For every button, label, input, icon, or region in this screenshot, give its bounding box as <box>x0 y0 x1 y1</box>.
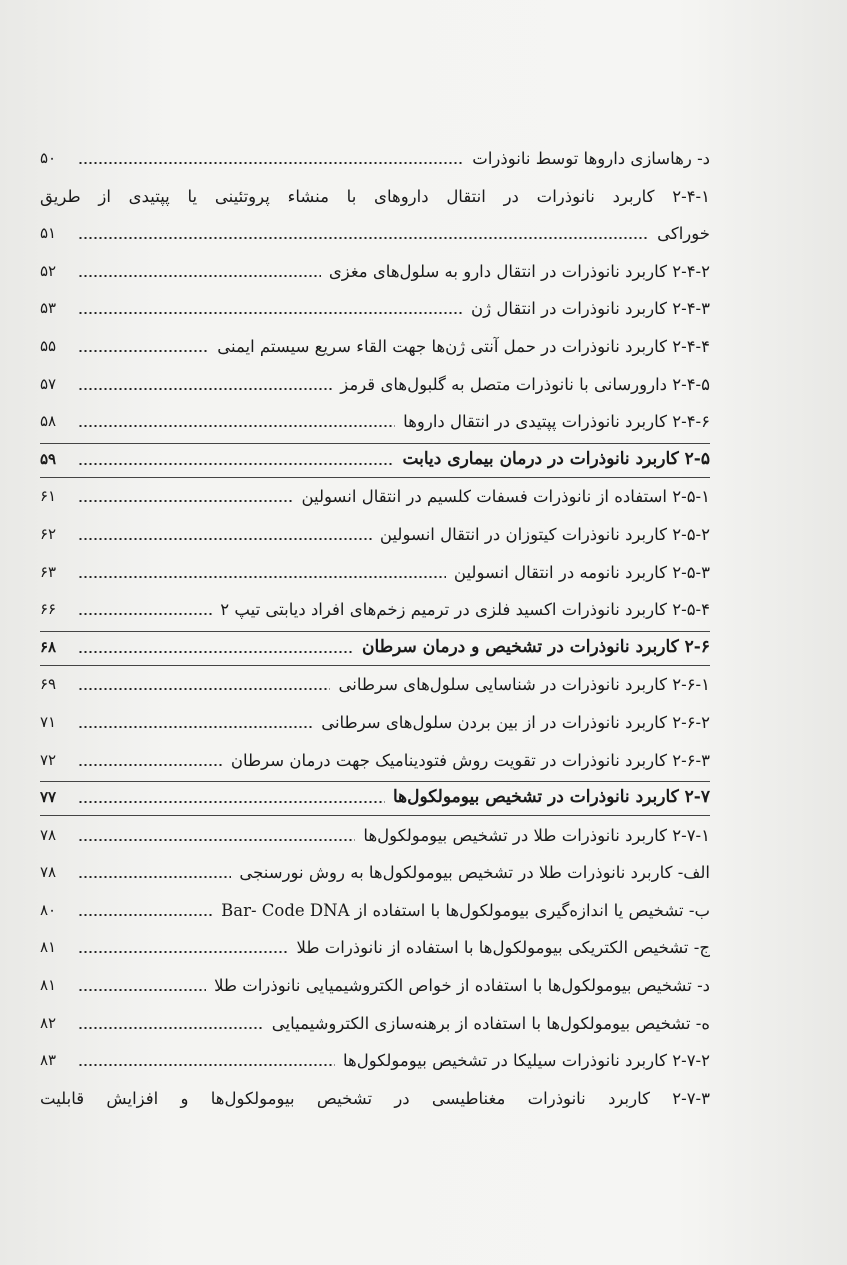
section-divider <box>40 781 710 782</box>
toc-entry <box>40 178 710 216</box>
dot-leader <box>78 1064 335 1066</box>
toc-page-number: ۷۱ <box>40 712 57 731</box>
dot-leader <box>78 275 321 277</box>
toc-section-heading <box>40 629 710 667</box>
toc-entry <box>40 666 710 704</box>
dot-leader <box>78 388 332 390</box>
toc-page-number: ۷۸ <box>40 863 57 882</box>
toc-entry-title: ۲-۴-۲ کاربرد نانوذرات در انتقال دارو به سلول‌های مغزی <box>328 261 710 281</box>
toc-page-number: ۶۹ <box>40 675 57 694</box>
toc-entry <box>40 1080 710 1118</box>
toc-page-number: ۶۳ <box>40 562 57 581</box>
toc-entry-title: ۲-۴-۱ کاربرد نانوذرات در انتقال داروهای با منشاء پروتئینی یا پپتیدی از طریق <box>40 186 710 206</box>
toc-page-number: ۸۳ <box>40 1051 57 1070</box>
toc-entry-title: ۲-۷-۱ کاربرد نانوذرات طلا در تشخیص بیومولکول‌ها <box>363 825 710 845</box>
toc-entry-title: د- تشخیص بیومولکول‌ها با استفاده از خواص الکتروشیمیایی نانوذرات طلا <box>214 976 710 996</box>
toc-entry-title: د- رهاسازی داروها توسط نانوذرات <box>472 149 710 168</box>
toc-entry <box>40 140 710 178</box>
toc-page-number: ۷۸ <box>40 825 57 844</box>
dot-leader <box>78 237 649 239</box>
dot-leader <box>78 726 313 728</box>
dot-leader <box>78 839 355 841</box>
toc-section-heading <box>40 779 710 817</box>
table-of-contents <box>40 140 710 1117</box>
toc-entry-title: ۲-۴-۶ کاربرد نانوذرات پپتیدی در انتقال داروها <box>403 412 710 432</box>
toc-entry-title: ۲-۵-۲ کاربرد نانوذرات کیتوزان در انتقال انسولین <box>379 524 710 544</box>
toc-page-number: ۸۰ <box>40 900 57 919</box>
toc-entry-title: ب- تشخیص یا اندازه‌گیری بیومولکول‌ها با استفاده از Bar- Code DNA <box>221 900 710 920</box>
toc-entry <box>40 817 710 855</box>
toc-entry-title: ۲-۴-۳ کاربرد نانوذرات در انتقال ژن <box>471 299 710 319</box>
section-divider <box>40 631 710 632</box>
toc-entry-title: ۲-۵-۴ کاربرد نانوذرات اکسید فلزی در ترمیم زخم‌های افراد دیابتی تیپ ۲ <box>220 600 710 620</box>
toc-page-number: ۶۸ <box>40 637 57 656</box>
toc-entry <box>40 704 710 742</box>
dot-leader <box>78 688 330 690</box>
toc-page-number: ۵۰ <box>40 149 57 167</box>
toc-entry-title: الف- کاربرد نانوذرات طلا در تشخیص بیومولکول‌ها به روش نورسنجی <box>239 863 710 883</box>
toc-entry <box>40 215 710 253</box>
section-divider <box>40 815 710 816</box>
toc-entry <box>40 554 710 592</box>
toc-entry-title: ۲-۷ کاربرد نانوذرات در تشخیص بیومولکول‌ها <box>392 787 710 808</box>
toc-entry <box>40 403 710 441</box>
toc-page-number: ۸۱ <box>40 938 57 957</box>
toc-entry-title: ه- تشخیص بیومولکول‌ها با استفاده از برهنه‌سازی الکتروشیمیایی <box>271 1013 710 1033</box>
dot-leader <box>78 801 385 803</box>
toc-entry <box>40 929 710 967</box>
toc-entry <box>40 1042 710 1080</box>
toc-entry-title: ۲-۴-۵ دارورسانی با نانوذرات متصل به گلبول‌های قرمز <box>340 374 710 394</box>
toc-page-number: ۶۲ <box>40 524 57 543</box>
dot-leader <box>78 463 394 465</box>
toc-entry-title: ۲-۵ کاربرد نانوذرات در درمان بیماری دیابت <box>402 448 710 469</box>
toc-entry <box>40 892 710 930</box>
toc-entry-title: ۲-۵-۱ استفاده از نانوذرات فسفات کلسیم در انتقال انسولین <box>301 487 710 507</box>
dot-leader <box>78 989 206 991</box>
toc-page-number: ۵۵ <box>40 336 57 355</box>
dot-leader <box>78 613 212 615</box>
section-divider <box>40 443 710 444</box>
toc-entry <box>40 591 710 629</box>
dot-leader <box>78 764 223 766</box>
toc-entry-title: خوراکی <box>657 224 710 244</box>
toc-entry-title: ۲-۵-۳ کاربرد نانومه در انتقال انسولین <box>453 562 710 582</box>
toc-entry <box>40 967 710 1005</box>
toc-entry <box>40 366 710 404</box>
toc-page-number: ۵۲ <box>40 261 57 280</box>
toc-page-number: ۵۳ <box>40 299 57 318</box>
toc-entry <box>40 328 710 366</box>
section-divider <box>40 477 710 478</box>
toc-page-number: ۷۷ <box>40 788 57 807</box>
toc-page-number: ۶۶ <box>40 600 57 619</box>
toc-page-number: ۵۱ <box>40 224 57 243</box>
toc-entry-title: ۲-۶-۱ کاربرد نانوذرات در شناسایی سلول‌های سرطانی <box>338 675 710 695</box>
toc-entry-title: ۲-۷-۲ کاربرد نانوذرات سیلیکا در تشخیص بیومولکول‌ها <box>343 1051 710 1071</box>
dot-leader <box>78 1027 264 1029</box>
toc-entry <box>40 478 710 516</box>
toc-entry <box>40 516 710 554</box>
toc-page-number: ۷۲ <box>40 750 57 769</box>
toc-entry-title: ۲-۶-۲ کاربرد نانوذرات در از بین بردن سلول‌های سرطانی <box>321 712 710 732</box>
toc-entry-title: ۲-۴-۴ کاربرد نانوذرات در حمل آنتی ژن‌ها جهت القاء سریع سیستم ایمنی <box>217 336 710 356</box>
toc-entry-title: ۲-۶ کاربرد نانوذرات در تشخیص و درمان سرطان <box>361 636 710 657</box>
dot-leader <box>78 538 372 540</box>
toc-page-number: ۵۹ <box>40 449 57 468</box>
toc-entry-title: ۲-۷-۳ کاربرد نانوذرات مغناطیسی در تشخیص بیومولکول‌ها و افزایش قابلیت <box>40 1088 710 1108</box>
dot-leader <box>78 651 354 653</box>
toc-page-number: ۸۲ <box>40 1013 57 1032</box>
toc-entry <box>40 290 710 328</box>
toc-page-number: ۵۷ <box>40 374 57 393</box>
toc-entry <box>40 1005 710 1043</box>
toc-section-heading <box>40 441 710 479</box>
dot-leader <box>78 876 231 878</box>
dot-leader <box>78 162 464 164</box>
dot-leader <box>78 312 463 314</box>
toc-entry <box>40 854 710 892</box>
dot-leader <box>78 350 209 352</box>
toc-entry-title: ۲-۶-۳ کاربرد نانوذرات در تقویت روش فتودینامیک جهت درمان سرطان <box>230 750 710 770</box>
dot-leader <box>78 500 293 502</box>
toc-page-number: ۸۱ <box>40 976 57 995</box>
toc-entry <box>40 253 710 291</box>
dot-leader <box>78 576 446 578</box>
section-divider <box>40 665 710 666</box>
toc-entry-title: ج- تشخیص الکتریکی بیومولکول‌ها با استفاده از نانوذرات طلا <box>296 938 710 958</box>
toc-page-number: ۵۸ <box>40 412 57 431</box>
dot-leader <box>78 425 395 427</box>
toc-entry <box>40 742 710 780</box>
toc-page-number: ۶۱ <box>40 487 57 506</box>
dot-leader <box>78 951 288 953</box>
dot-leader <box>78 914 213 916</box>
